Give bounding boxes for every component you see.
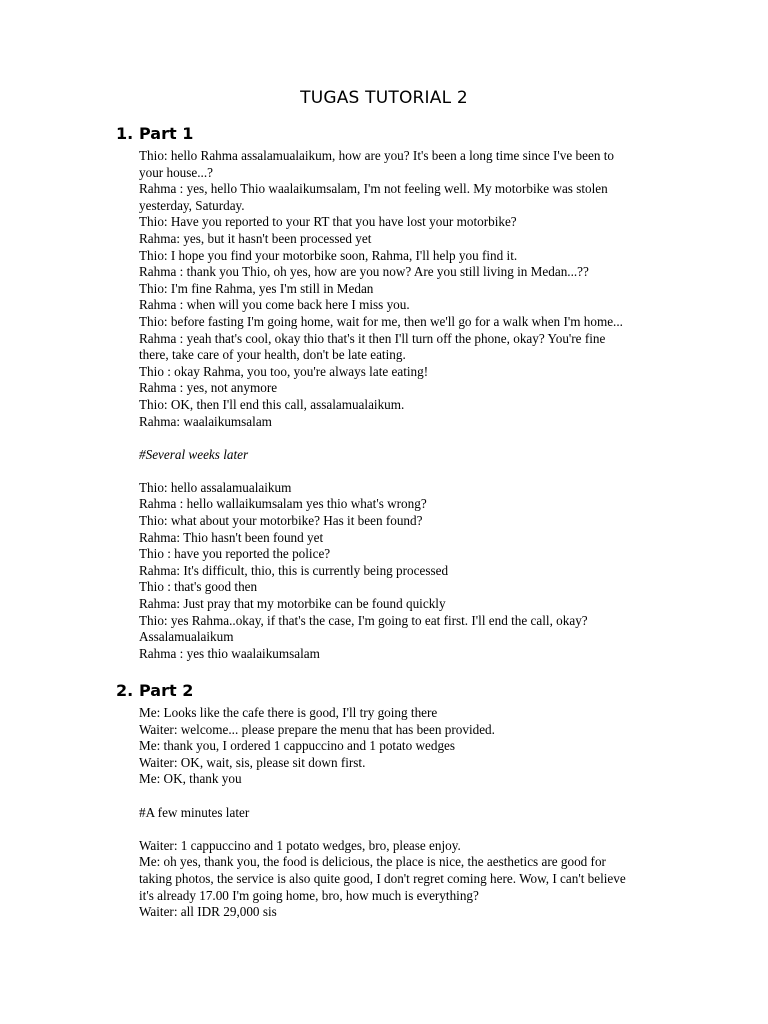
dialogue-line: Rahma : yes, not anymore [139,380,278,396]
dialogue-line: there, take care of your health, don't be late eating. [139,347,406,363]
part2-number: 2. [116,681,134,700]
dialogue-line: your house...? [139,164,213,180]
dialogue-line: Thio: I hope you find your motorbike soon, Rahma, I'll help you find it. [139,247,518,263]
dialogue-line: Thio: hello Rahma assalamualaikum, how are you? It's been a long time since I've been to [139,148,614,163]
dialogue-line: Me: OK, thank you [139,771,242,787]
dialogue-line: Thio: yes Rahma..okay, if that's the case, I'm going to eat first. I'll end the call, okay? [139,612,588,628]
dialogue-line: Rahma : when will you come back here I miss you. [139,297,410,313]
paragraph-gap [139,430,679,447]
dialogue-line: yesterday, Saturday. [139,197,245,213]
dialogue-line: Assalamualaikum [139,629,234,645]
dialogue-line: taking photos, the service is also quite good, I don't regret coming here. Wow, I can't believe [139,870,626,886]
dialogue-line: Waiter: 1 cappuccino and 1 potato wedges, bro, please enjoy. [139,837,461,853]
dialogue-line: Thio : okay Rahma, you too, you're always late eating! [139,363,429,379]
dialogue-line: Thio: what about your motorbike? Has it been found? [139,513,423,529]
dialogue-line: Me: thank you, I ordered 1 cappuccino and 1 potato wedges [139,738,456,754]
dialogue-line: Thio: hello assalamualaikum [139,479,292,495]
dialogue-line: Thio: OK, then I'll end this call, assalamualaikum. [139,396,405,412]
dialogue-line: Thio: I'm fine Rahma, yes I'm still in Medan [139,280,374,296]
dialogue-line: Rahma: waalaikumsalam [139,413,272,429]
part2-heading [116,681,193,700]
dialogue-line: Rahma : thank you Thio, oh yes, how are you now? Are you still living in Medan...?? [139,264,589,280]
dialogue-line: Thio : that's good then [139,579,258,595]
part2-title: Part 2 [139,681,194,700]
dialogue-line: Rahma : yes thio waalaikumsalam [139,645,320,661]
dialogue-line: Rahma : yeah that's cool, okay thio that's it then I'll turn off the phone, okay? You're fine [139,330,606,346]
paragraph-gap [139,788,679,805]
dialogue-line: Rahma: Just pray that my motorbike can be found quickly [139,596,446,612]
document-title: TUGAS TUTORIAL 2 [300,88,468,108]
paragraph-gap [139,463,679,480]
scene-note: #A few minutes later [139,804,250,820]
part1-title: Part 1 [139,124,194,143]
dialogue-line: Waiter: OK, wait, sis, please sit down first. [139,754,366,770]
dialogue-line: Thio : have you reported the police? [139,546,331,562]
part1-heading [116,124,193,143]
dialogue-line: it's already 17.00 I'm going home, bro, how much is everything? [139,887,479,903]
part1-dialogue [139,148,679,662]
dialogue-line: Waiter: welcome... please prepare the menu that has been provided. [139,721,495,737]
part2-dialogue [139,705,679,921]
dialogue-line: Rahma: It's difficult, thio, this is currently being processed [139,562,449,578]
dialogue-line: Rahma : hello wallaikumsalam yes thio what's wrong? [139,496,427,512]
dialogue-line: Thio: before fasting I'm going home, wait for me, then we'll go for a walk when I'm home... [139,313,623,329]
dialogue-line: Rahma: yes, but it hasn't been processed yet [139,230,372,246]
paragraph-gap [139,821,679,838]
dialogue-line: Me: Looks like the cafe there is good, I'll try going there [139,705,438,720]
dialogue-line: Waiter: all IDR 29,000 sis [139,904,277,920]
scene-note: #Several weeks later [139,446,249,462]
dialogue-line: Rahma : yes, hello Thio waalaikumsalam, I'm not feeling well. My motorbike was stolen [139,181,608,197]
dialogue-line: Me: oh yes, thank you, the food is delicious, the place is nice, the aesthetics are good for [139,854,606,870]
part1-number: 1. [116,124,134,143]
dialogue-line: Thio: Have you reported to your RT that you have lost your motorbike? [139,214,517,230]
dialogue-line: Rahma: Thio hasn't been found yet [139,529,324,545]
